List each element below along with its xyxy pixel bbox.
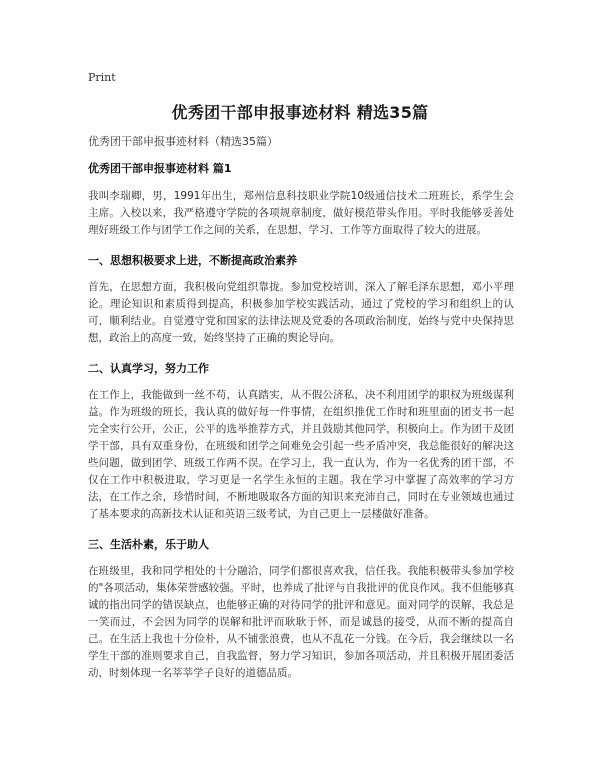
section-paragraph-3: 在班级里，我和同学相处的十分融洽，同学们都很喜欢我，信任我。我能积极带头参加学校的"各项活动，集体荣誉感较强。平时，也养成了批评与自我批评的优良作风。我不但能够真诚的指出同学的错误缺点，也能够正确的对待同学的批评和意见。面对同学的误解，我总是一笑而过，不会因为同学的误解和批评而耿耿于怀，而是诚恳的接受，从而不断的提高自己。在生活上我也十分俭朴，从不铺张浪费，也从不乱花一分钱。在今后，我会继续以一名学生干部的准则要求自己，自我监督，努力学习知识，参加各项活动，并且积极开展团委活动，时刻体现一名莘莘学子良好的道德品质。: [88, 565, 514, 679]
section-heading-3: 三、生活朴素，乐于助人: [88, 538, 209, 551]
section-paragraph-1: 首先，在思想方面，我积极向党组织靠拢。参加党校培训，深入了解毛泽东思想，邓小平理论。理论知识和素质得到提高，积极参加学校实践活动，通过了党校的学习和组织上的认可，顺利结业。自觉遵守党和国家的法律法规及党委的各项政治制度，始终与党中央保持思想，政治上的高度一致，始终坚持了正确的舆论导向。: [88, 281, 514, 344]
document-subtitle: 优秀团干部申报事迹材料（精选35篇）: [88, 135, 278, 148]
page-title: 优秀团干部申报事迹材料 精选35篇: [171, 103, 429, 122]
section-heading-2: 二、认真学习，努力工作: [88, 362, 209, 375]
intro-paragraph: 我叫李瑞卿，男，1991年出生，郑州信息科技职业学院10级通信技术二班班长，系学生会主席。入校以来，我严格遵守学院的各项规章制度，做好模范带头作用。平时我能够妥善处理好班级工作与团学工作之间的关系，在思想、学习、工作等方面取得了较大的进展。: [88, 190, 514, 236]
article-heading: 优秀团干部申报事迹材料 篇1: [88, 162, 232, 175]
section-heading-1: 一、思想积极要求上进，不断提高政治素养: [88, 254, 297, 267]
print-link[interactable]: Print: [88, 71, 116, 84]
article-body: [88, 160, 514, 682]
section-paragraph-2: 在工作上，我能做到一丝不苟，认真踏实，从不假公济私，决不利用团学的职权为班级谋利益。作为班级的班长，我认真的做好每一件事情，在组织推优工作时和班里面的团支书一起完全实行公开，公正，公平的选举推荐方式，并且鼓励其他同学，积极向上。作为团干及团学干部，具有双重身份，在班级和团学之间难免会引起一些矛盾冲突，我总能很好的解决这些问题，做到团学、班级工作两不误。在学习上，我一直认为，作为一名优秀的团干部，不仅在工作中积极进取，学习更是一名学生永恒的主题。我在学习中掌握了高效率的学习方法，在工作之余，珍惜时间，不断地吸取各方面的知识来充沛自己，同时在专业领域也通过了基本要求的高新技术认证和英语三级考试，为自己更上一层楼做好准备。: [88, 389, 514, 520]
